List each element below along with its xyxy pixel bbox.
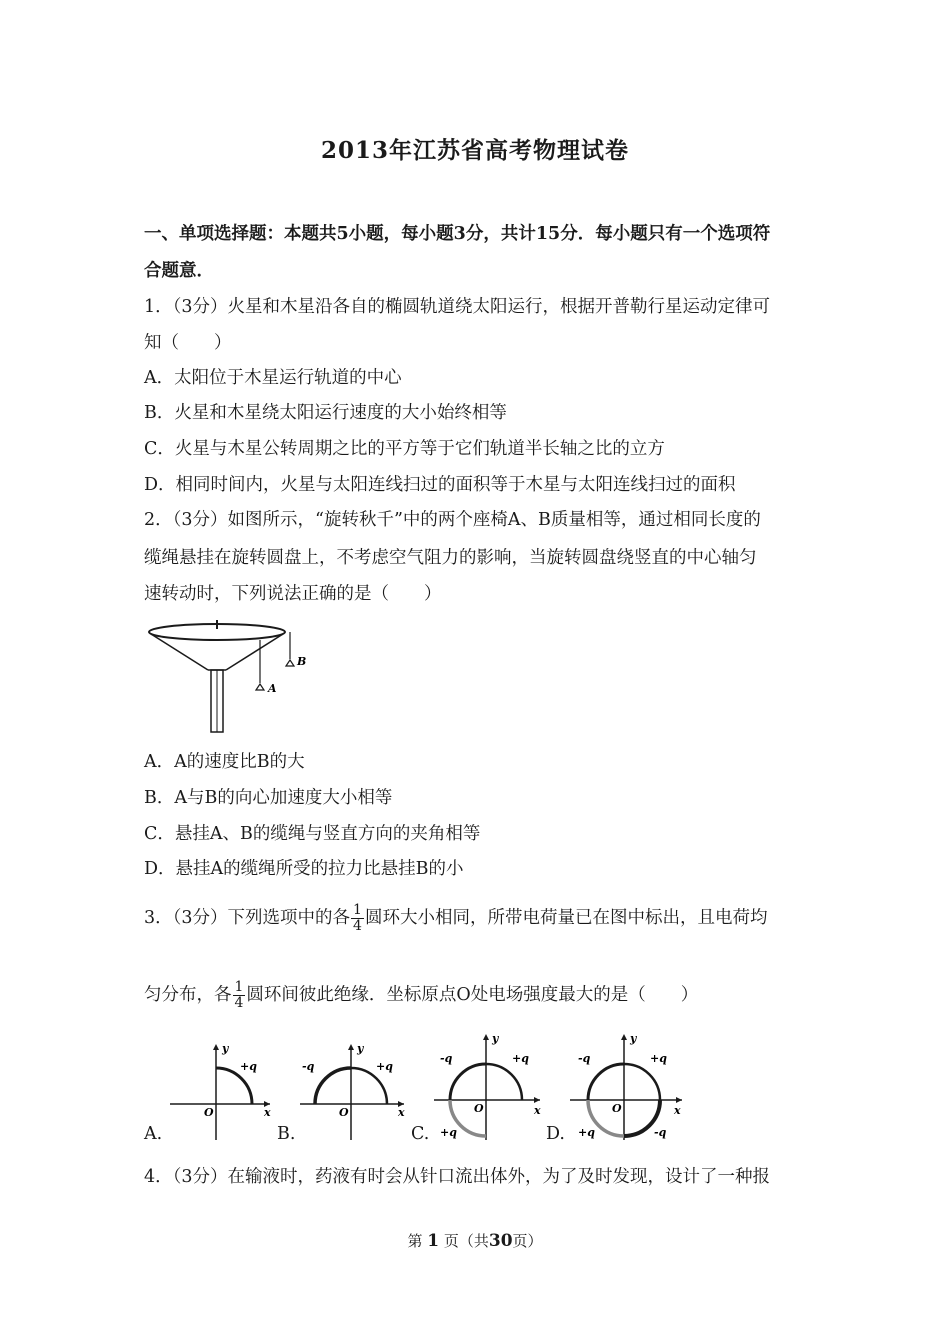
charge-label: -q (440, 1052, 453, 1065)
q3-stem-line2: 匀分布，各 $\frac{1}{4}$ 圆环间彼此绝缘．坐标原点O处电场强度最大的是（ ） (144, 979, 699, 1011)
q1-option-c: C．火星与木星公转周期之比的平方等于它们轨道半长轴之比的立方 (144, 439, 665, 459)
q3-figure-c (430, 1030, 548, 1142)
q1-stem-line2: 知（ ） (144, 333, 232, 353)
rotating-swing-figure (144, 618, 314, 738)
x-axis-label: x (534, 1104, 541, 1117)
charge-label: +q (440, 1126, 457, 1139)
x-axis-label: x (674, 1104, 681, 1117)
q3-figure-b (296, 1040, 414, 1144)
section-heading-line2: 合题意． (144, 261, 214, 281)
seat-a-label: A (268, 682, 277, 695)
q2-stem-line2: 缆绳悬挂在旋转圆盘上，不考虑空气阻力的影响，当旋转圆盘绕竖直的中心轴匀 (144, 548, 757, 568)
x-axis-label: x (398, 1106, 405, 1119)
x-axis-label: x (264, 1106, 271, 1119)
q2-option-d: D．悬挂A的缆绳所受的拉力比悬挂B的小 (144, 859, 464, 879)
q1-option-b: B．火星和木星绕太阳运行速度的大小始终相等 (144, 403, 507, 423)
q3-stem-line1: 3．（3分）下列选项中的各 $\frac{1}{4}$ 圆环大小相同，所带电荷量已在图中标出，且电荷均 (144, 902, 768, 934)
page-footer: 第 1 页（共30页） (407, 1231, 543, 1251)
charge-label: +q (376, 1060, 393, 1073)
q2-option-b: B．A与B的向心加速度大小相等 (144, 788, 393, 808)
charge-label: +q (650, 1052, 667, 1065)
charge-label: -q (302, 1060, 315, 1073)
fraction-one-quarter: $\frac{1}{4}$ (234, 979, 244, 1011)
origin-label: O (204, 1106, 214, 1119)
q1-option-d: D．相同时间内，火星与太阳连线扫过的面积等于木星与太阳连线扫过的面积 (144, 475, 736, 495)
q1-option-a: A．太阳位于木星运行轨道的中心 (144, 368, 402, 388)
seat-a-icon (256, 684, 264, 690)
seat-b-label: B (297, 655, 307, 668)
y-axis-label: y (492, 1032, 499, 1045)
charge-label: +q (578, 1126, 595, 1139)
charge-label: +q (512, 1052, 529, 1065)
q3-figure-a (166, 1040, 278, 1144)
q2-stem-line3: 速转动时，下列说法正确的是（ ） (144, 584, 442, 604)
current-page: 1 (427, 1231, 440, 1251)
q2-stem-line1: 2．（3分）如图所示，“旋转秋千”中的两个座椅A、B质量相等，通过相同长度的 (144, 510, 761, 530)
total-pages: 30 (488, 1231, 513, 1251)
q3-option-c-label: C. (411, 1124, 430, 1144)
y-axis-label: y (630, 1032, 637, 1045)
section-heading-line1: 一、单项选择题：本题共5小题，每小题3分，共计15分．每小题只有一个选项符 (144, 224, 771, 244)
page-title: 2013年江苏省高考物理试卷 (320, 137, 629, 164)
q1-stem-line1: 1．（3分）火星和木星沿各自的椭圆轨道绕太阳运行，根据开普勒行星运动定律可 (144, 297, 771, 317)
q2-option-a: A．A的速度比B的大 (144, 752, 305, 772)
y-axis-label: y (222, 1042, 229, 1055)
charge-label: -q (578, 1052, 591, 1065)
origin-label: O (339, 1106, 349, 1119)
q4-stem-line1: 4．（3分）在输液时，药液有时会从针口流出体外，为了及时发现，设计了一种报 (144, 1167, 771, 1187)
q3-option-d-label: D. (546, 1124, 565, 1144)
charge-label: +q (240, 1060, 257, 1073)
origin-label: O (474, 1102, 484, 1115)
origin-label: O (612, 1102, 622, 1115)
q3-figure-d (566, 1030, 690, 1142)
q3-option-a-label: A. (144, 1124, 163, 1144)
y-axis-label: y (357, 1042, 364, 1055)
seat-b-icon (286, 660, 294, 666)
fraction-one-quarter: $\frac{1}{4}$ (353, 902, 362, 934)
q3-option-b-label: B. (277, 1124, 296, 1144)
charge-label: -q (654, 1126, 667, 1139)
q2-option-c: C．悬挂A、B的缆绳与竖直方向的夹角相等 (144, 824, 481, 844)
